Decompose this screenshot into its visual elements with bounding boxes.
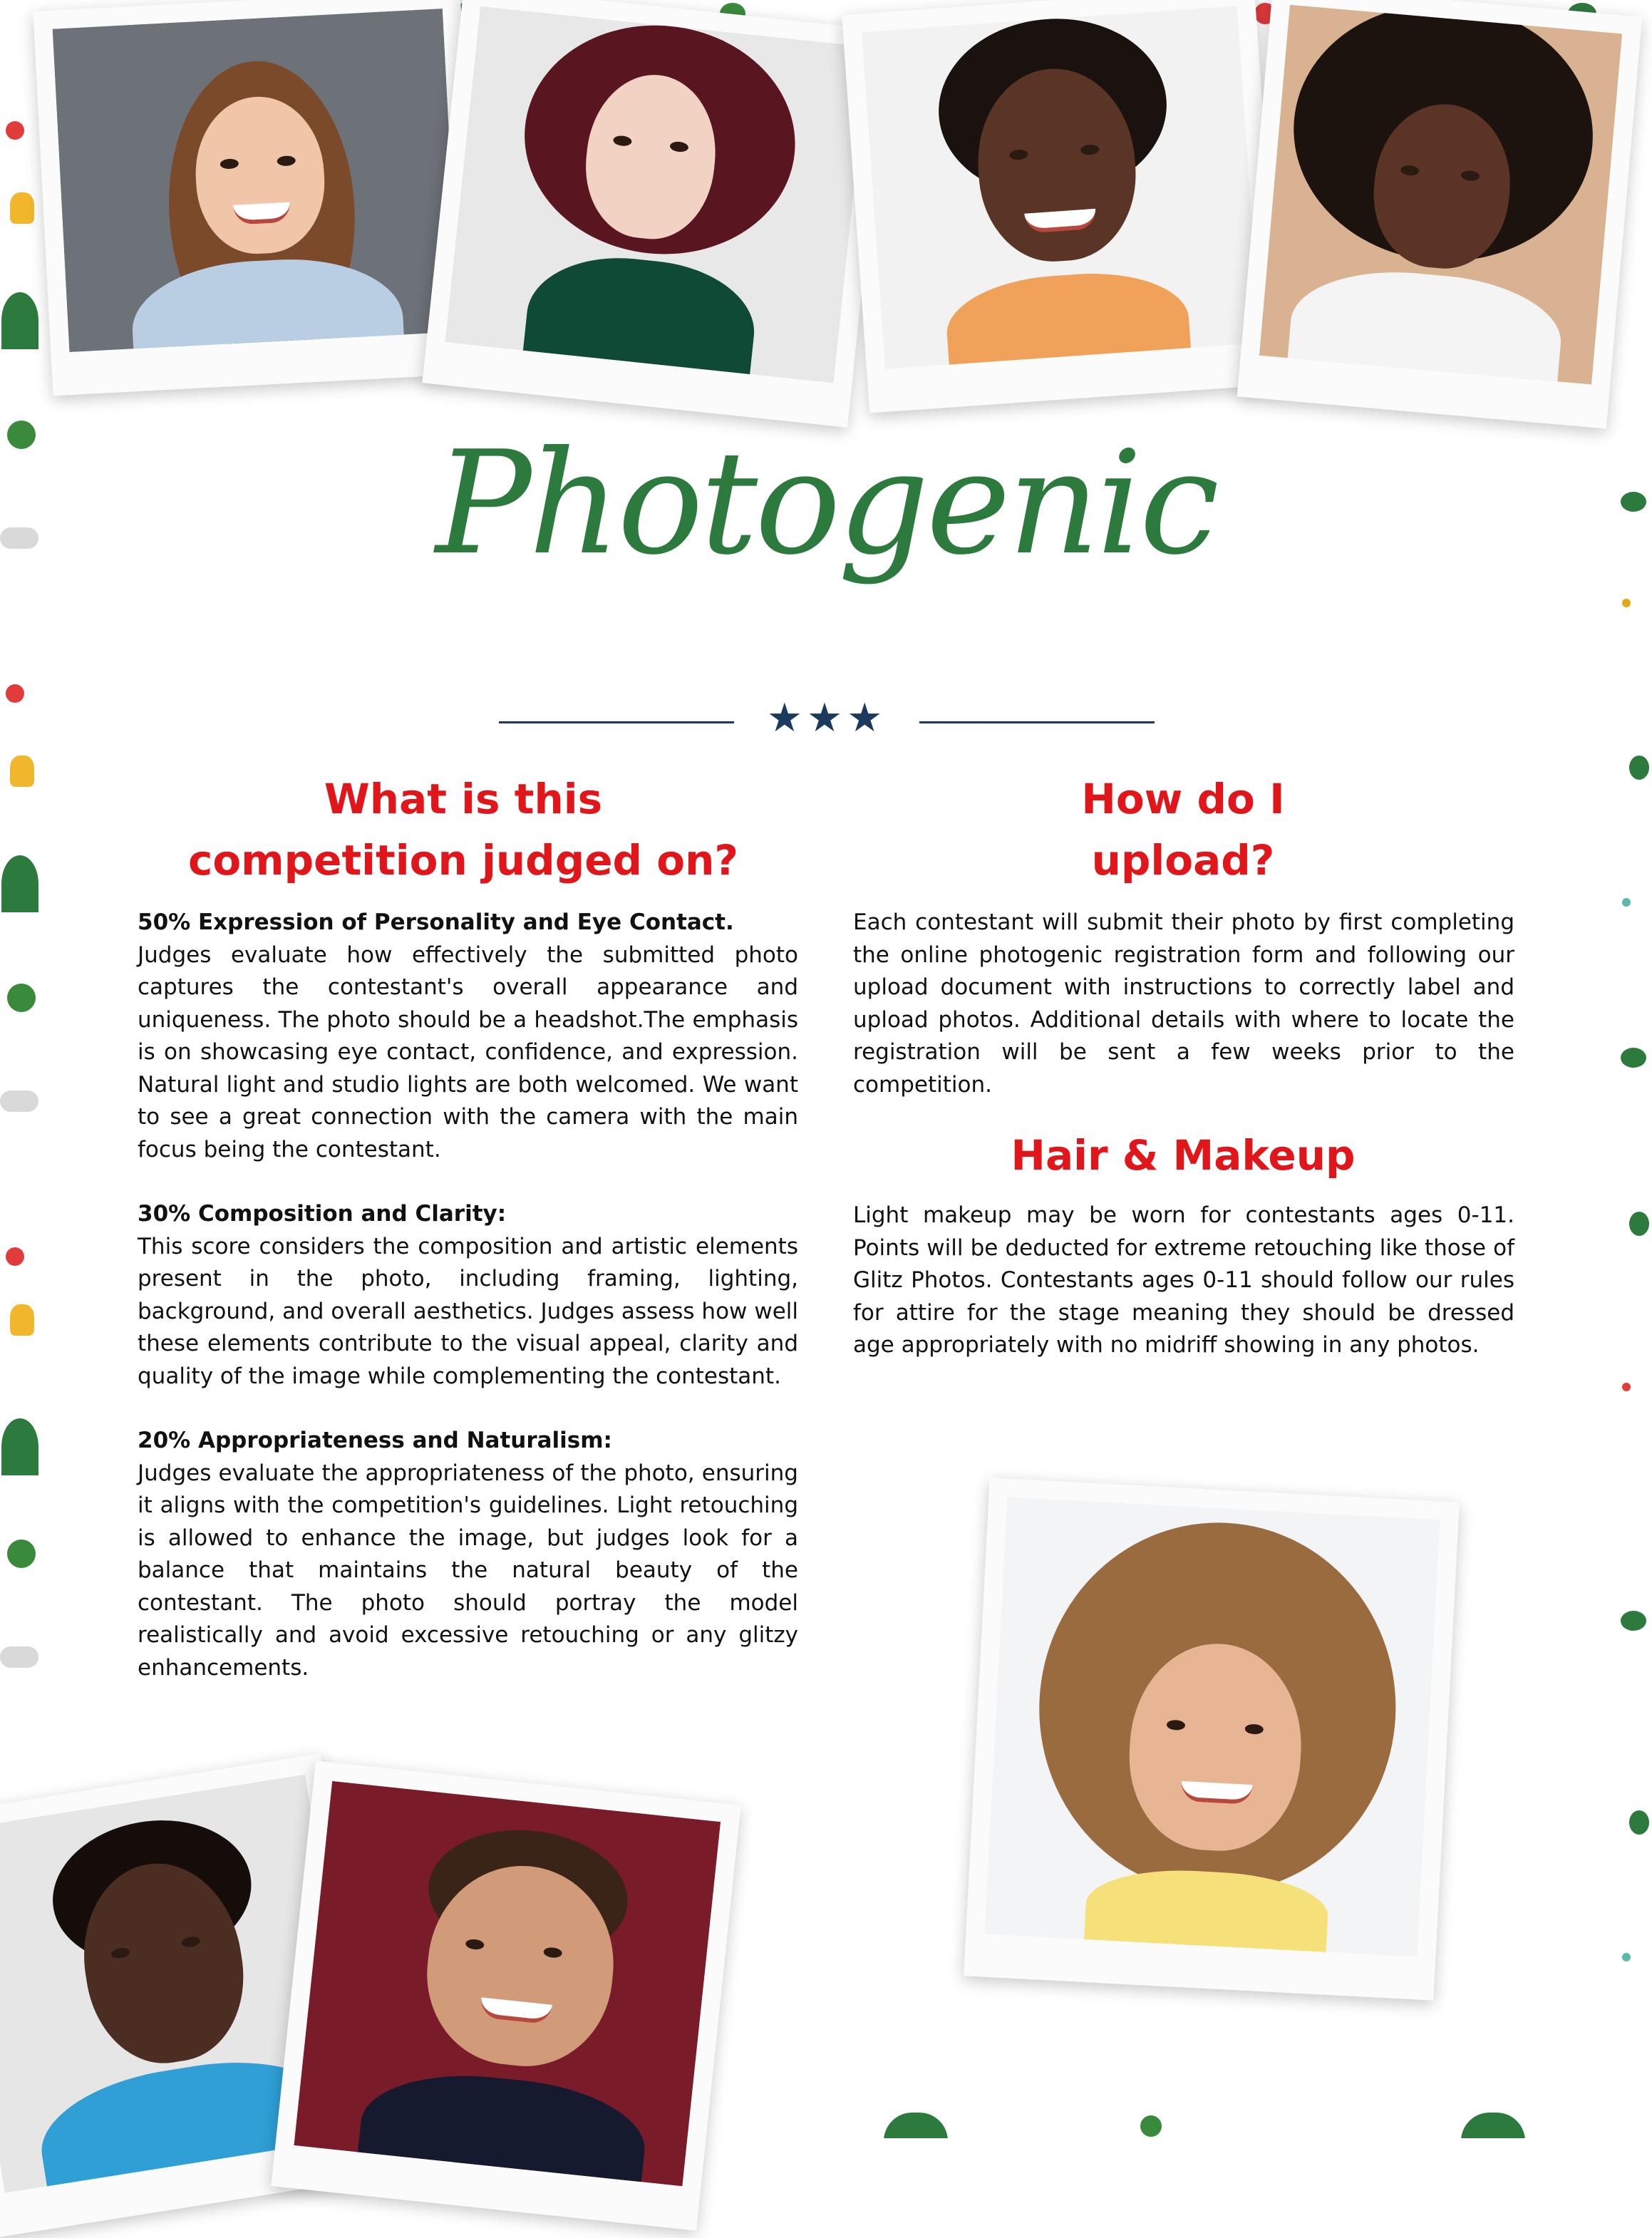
judging-heading-line1: What is this (324, 775, 603, 823)
christmas-rainbow-icon (1461, 2113, 1525, 2138)
leaf-icon (1621, 1611, 1646, 1631)
page-title: Photogenic (435, 421, 1217, 587)
confetti-icon (1622, 1383, 1631, 1391)
leaf-icon (1629, 1212, 1649, 1236)
christmas-rainbow-icon (1, 855, 38, 912)
festive-border-right (1608, 385, 1652, 2138)
photo-image (984, 1497, 1440, 1957)
criterion-body: Judges evaluate how effectively the submitted photo captures the contestant's overall appearance and uniqueness. The photo should be a headshot.The emphasis is on showcasing eye contact, confidence, and expression. Natural light and studio lights are both welcomed. We want to see a great connection with the camera with the main focus being the contestant. (138, 942, 798, 1162)
divider-line-right (919, 721, 1155, 723)
confetti-icon (1622, 1953, 1631, 1961)
photo-girl-curly-hair (964, 1478, 1460, 2001)
upload-instructions: Each contestant will submit their photo by first completing the online photogenic registration form and following our upload document with instructions to correctly label and upload photos. Additional details with where to locate the registration will be sent a few weeks prior to the competition. (853, 909, 1514, 1098)
ornament-icon (6, 1247, 24, 1266)
criterion-body: This score considers the composition and artistic elements present in the photo, including framing, lighting, background, and overall aesthetics. Judges assess how well these elements contribute to the visual appeal, clarity and quality of the image while complementing the contestant. (138, 1233, 798, 1389)
bell-icon (10, 756, 34, 787)
criterion-lead: 30% Composition and Clarity: (138, 1201, 507, 1227)
criterion-appropriateness (138, 1425, 798, 1684)
photo-girl-afro (1237, 0, 1643, 429)
criterion-body: Judges evaluate the appropriateness of the photo, ensuring it aligns with the competition's guidelines. Light retouching is allowed to enhance the image, but judges look for a balance that maintains the natural beauty of the contestant. The photo should portray the model realistically and avoid excessive retouching or any glitzy enhancements. (138, 1460, 798, 1681)
leaf-icon (1621, 1048, 1646, 1068)
bell-icon (10, 1304, 34, 1336)
divider-stars-icon: ★★★ (766, 695, 887, 741)
divider-line-left (499, 721, 734, 723)
judging-heading-line2: competition judged on? (187, 836, 739, 885)
photo-boy-braids (842, 0, 1282, 413)
ornament-icon (6, 121, 24, 140)
upload-heading (855, 768, 1511, 891)
criterion-composition (138, 1198, 798, 1393)
criterion-expression (138, 907, 798, 1166)
christmas-rainbow-icon (884, 2113, 948, 2138)
photo-baby-headband (271, 1760, 740, 2230)
confetti-icon (1622, 898, 1631, 907)
criterion-lead: 20% Appropriateness and Naturalism: (138, 1428, 612, 1453)
cloud-icon (0, 1090, 38, 1112)
makeup-heading: Hair & Makeup (1011, 1131, 1356, 1180)
leaf-icon (1629, 756, 1649, 780)
christmas-rainbow-icon (1, 292, 38, 349)
holly-icon (7, 984, 36, 1012)
holly-icon (7, 1540, 36, 1568)
judging-heading (135, 768, 791, 891)
ornament-icon (6, 684, 24, 703)
photo-image (862, 6, 1261, 369)
upload-heading-line1: How do I (1081, 775, 1285, 823)
confetti-icon (1622, 599, 1631, 607)
makeup-rules: Light makeup may be worn for contestants ages 0-11. Points will be deducted for extreme retouching like those of Glitz Photos. Contestants ages 0-11 should follow our rules for attire for the stage meaning they should be dressed age appropriately with no midriff showing in any photos. (853, 1202, 1514, 1358)
photo-image (53, 9, 460, 352)
cloud-icon (0, 1646, 38, 1668)
photo-teen-girl-denim (33, 0, 480, 396)
upload-heading-line2: upload? (1091, 836, 1275, 885)
photo-image (294, 1781, 721, 2186)
photo-image (1259, 5, 1622, 385)
judging-criteria (138, 907, 798, 1716)
holly-icon (1140, 2115, 1162, 2137)
festive-border-bottom (641, 2110, 1652, 2138)
christmas-rainbow-icon (1, 1418, 38, 1475)
photo-image (445, 6, 869, 383)
criterion-lead: 50% Expression of Personality and Eye Contact. (138, 909, 734, 935)
leaf-icon (1629, 1810, 1649, 1835)
photo-woman-red-hair (422, 0, 889, 428)
bell-icon (10, 192, 34, 224)
